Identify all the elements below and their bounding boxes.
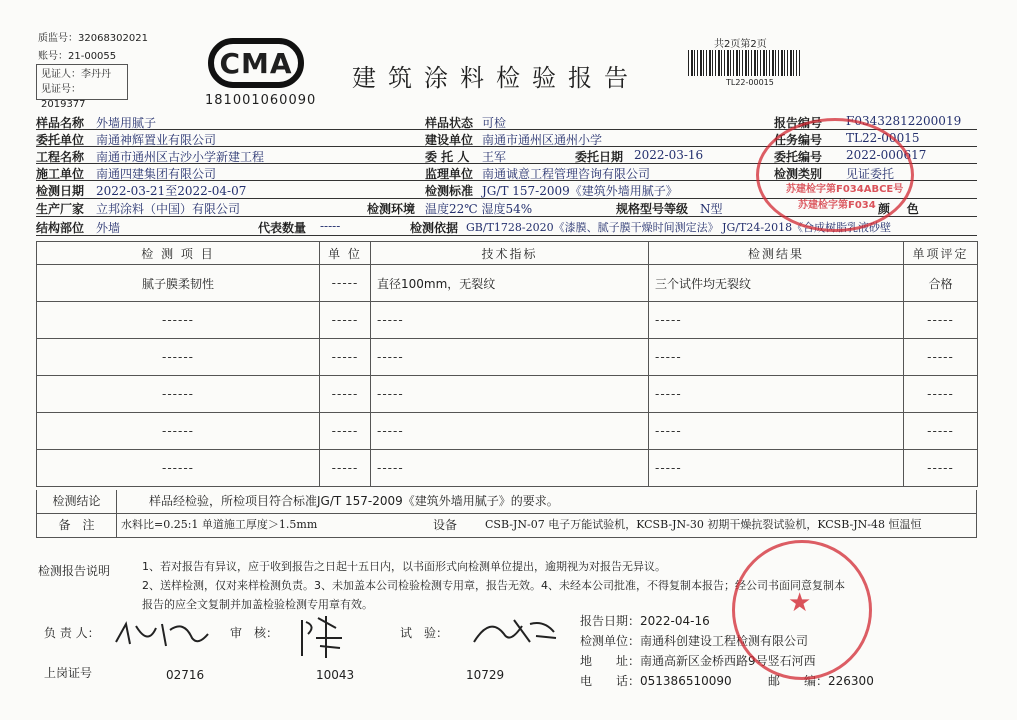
cell-result: ----- — [649, 339, 904, 376]
cell-spec: ----- — [371, 413, 649, 450]
cell-unit: ----- — [320, 302, 371, 339]
cell-spec: ----- — [371, 376, 649, 413]
basis-label: 检测依据 — [410, 221, 459, 235]
address-value: 南通高新区金桥西路9号竖石河西 — [640, 654, 816, 668]
test-date-label: 检测日期 — [36, 184, 85, 198]
quantity-value: ----- — [320, 219, 341, 233]
cma-logo: CMA — [208, 38, 304, 88]
sample-status-label: 样品状态 — [425, 116, 474, 130]
entrust-no-label: 委托编号 — [774, 150, 823, 164]
report-date-value: 2022-04-16 — [640, 614, 710, 628]
cell-judgement: ----- — [904, 302, 978, 339]
task-no-value: TL22-00015 — [846, 131, 920, 145]
postcode-value: 226300 — [828, 674, 874, 688]
cert-test: 10729 — [466, 668, 505, 682]
cell-judgement: ----- — [904, 450, 978, 487]
sample-name-value: 外墙用腻子 — [96, 116, 157, 130]
test-type-value: 见证委托 — [846, 167, 895, 181]
notes-line1: 1、若对报告有异议，应于收到报告之日起十五日内，以书面形式向检测单位提出，逾期视为对报告无异议。 — [142, 560, 666, 573]
structure-label: 结构部位 — [36, 221, 85, 235]
cell-judgement: 合格 — [904, 265, 978, 302]
cell-unit: ----- — [320, 376, 371, 413]
cell-result: 三个试件均无裂纹 — [649, 265, 904, 302]
phone — [580, 672, 732, 689]
account-label: 账号： — [38, 51, 68, 62]
page-info: 共2页第2页 — [714, 39, 767, 50]
test-unit-label: 检测单位： — [580, 634, 641, 648]
env-label: 检测环境 — [367, 202, 416, 216]
table-row — [37, 302, 978, 339]
top-stamp-text2: 苏建检字第F034 — [798, 200, 876, 211]
responsible-signature — [112, 616, 212, 658]
cell-unit: ----- — [320, 339, 371, 376]
phone-value: 051386510090 — [640, 674, 732, 688]
cell-unit: ----- — [320, 450, 371, 487]
standard-value: JG/T 157-2009《建筑外墙用腻子》 — [482, 184, 678, 198]
address-label: 地 址： — [580, 654, 641, 668]
color-label-2: 色 — [906, 202, 919, 216]
qa-number — [38, 29, 148, 44]
notes-label: 检测报告说明 — [38, 564, 111, 578]
barcode — [688, 50, 800, 76]
results-table — [36, 241, 978, 487]
client-label: 委托单位 — [36, 133, 85, 147]
supervision-value: 南通诚意工程管理咨询有限公司 — [482, 167, 651, 181]
entrust-date-label: 委托日期 — [575, 150, 624, 164]
table-row — [37, 413, 978, 450]
conclusion-text: 样品经检验，所检项目符合标准JG/T 157-2009《建筑外墙用腻子》的要求。 — [149, 494, 559, 508]
review-signature — [296, 612, 356, 668]
responsible-label: 负 责 人： — [44, 626, 100, 640]
report-no-label: 报告编号 — [774, 116, 823, 130]
equip-label: 设备 — [433, 518, 458, 532]
entrust-no-value: 2022-000617 — [846, 148, 927, 162]
cell-judgement: ----- — [904, 376, 978, 413]
cert-responsible: 02716 — [166, 668, 205, 682]
header-result: 检测结果 — [649, 242, 904, 265]
test-signature — [470, 612, 560, 658]
client-value: 南通神辉置业有限公司 — [96, 133, 217, 147]
report-no-value: F03432812200019 — [846, 114, 962, 128]
cell-judgement: ----- — [904, 339, 978, 376]
structure-value: 外墙 — [96, 221, 121, 235]
cert-review: 10043 — [316, 668, 355, 682]
phone-label: 电 话： — [580, 674, 641, 688]
account-number — [38, 47, 116, 62]
cma-number: 181001060090 — [205, 93, 317, 108]
env-value: 温度22℃ 湿度54% — [425, 202, 533, 216]
witness-box — [36, 64, 128, 110]
construction-label: 施工单位 — [36, 167, 85, 181]
cell-result: ----- — [649, 302, 904, 339]
postcode-label: 邮 编： — [768, 674, 829, 688]
cell-item: ------ — [37, 413, 320, 450]
spec-label: 规格型号等级 — [616, 202, 689, 216]
color-label-1: 颜 — [878, 202, 891, 216]
witness-value: 李丹丹 — [81, 69, 111, 80]
entrust-person-label: 委 托 人 — [425, 150, 470, 164]
sample-status-value: 可检 — [482, 116, 507, 130]
conclusion-row — [36, 490, 977, 514]
bottom-stamp-star: ★ — [788, 588, 812, 618]
table-header-row — [37, 242, 978, 265]
entrust-date-value: 2022-03-16 — [634, 148, 704, 162]
remark-label: 备 注 — [37, 514, 117, 537]
header-spec: 技术指标 — [371, 242, 649, 265]
build-unit-label: 建设单位 — [425, 133, 474, 147]
top-stamp — [756, 118, 914, 232]
project-value: 南通市通州区古沙小学新建工程 — [96, 150, 265, 164]
cell-item: ------ — [37, 450, 320, 487]
table-row — [37, 450, 978, 487]
cell-judgement: ----- — [904, 413, 978, 450]
report-date — [580, 612, 710, 629]
cell-unit: ----- — [320, 413, 371, 450]
qa-number-label: 质监号： — [38, 33, 78, 44]
manufacturer-label: 生产厂家 — [36, 202, 85, 216]
cell-spec: ----- — [371, 450, 649, 487]
witness-label: 见证人： — [41, 69, 81, 80]
header-judgement: 单项评定 — [904, 242, 978, 265]
supervision-label: 监理单位 — [425, 167, 474, 181]
standard-label: 检测标准 — [425, 184, 474, 198]
cell-result: ----- — [649, 450, 904, 487]
qa-number-value: 32068302021 — [78, 33, 148, 44]
build-unit-value: 南通市通州区通州小学 — [482, 133, 603, 147]
cell-item: ------ — [37, 302, 320, 339]
test-unit-value: 南通科创建设工程检测有限公司 — [640, 634, 809, 648]
report-date-label: 报告日期： — [580, 614, 641, 628]
manufacturer-value: 立邦涂料（中国）有限公司 — [96, 202, 241, 216]
witness-cert-value: 2019377 — [41, 99, 86, 110]
notes-line2: 2、送样检测，仅对来样检测负责。3、未加盖本公司检验检测专用章，报告无效。4、未经本公司批准，不得复制本报告；经公司书面同意复制本 — [142, 579, 845, 592]
cell-unit: ----- — [320, 265, 371, 302]
project-label: 工程名称 — [36, 150, 85, 164]
spec-value: N型 — [700, 202, 723, 216]
basis-value: GB/T1728-2020《漆膜、腻子膜干燥时间测定法》 JG/T24-2018《合成树脂乳液砂壁 — [466, 221, 892, 234]
table-row — [37, 376, 978, 413]
entrust-person-value: 王军 — [482, 150, 507, 164]
review-label: 审 核： — [230, 626, 279, 640]
cert-label: 上岗证号 — [44, 666, 93, 680]
table-row — [37, 265, 978, 302]
cell-item: 腻子膜柔韧性 — [37, 265, 320, 302]
notes-line3: 报告的应全文复制并加盖检验检测专用章有效。 — [142, 598, 373, 611]
cell-spec: 直径100mm，无裂纹 — [371, 265, 649, 302]
task-no-label: 任务编号 — [774, 133, 823, 147]
top-stamp-text1: 苏建检字第F034ABCE号 — [786, 184, 904, 195]
test-type-label: 检测类别 — [774, 167, 823, 181]
remark-row — [36, 514, 977, 538]
test-label: 试 验： — [400, 626, 449, 640]
table-row — [37, 339, 978, 376]
report-title: 建筑涂料检验报告 — [352, 64, 640, 92]
account-value: 21-00055 — [68, 51, 117, 62]
construction-value: 南通四建集团有限公司 — [96, 167, 217, 181]
barcode-text: TL22-00015 — [726, 78, 774, 87]
test-date-value: 2022-03-21至2022-04-07 — [96, 184, 247, 198]
cell-item: ------ — [37, 376, 320, 413]
cell-result: ----- — [649, 413, 904, 450]
header-item: 检 测 项 目 — [37, 242, 320, 265]
cell-item: ------ — [37, 339, 320, 376]
sample-name-label: 样品名称 — [36, 116, 85, 130]
conclusion-label: 检测结论 — [37, 490, 117, 513]
equip-text: CSB-JN-07 电子万能试验机，KCSB-JN-30 初期干燥抗裂试验机，KCSB-JN-48 恒温恒 — [485, 518, 922, 531]
remark-text: 水料比=0.25:1 单道施工厚度＞1.5mm — [121, 518, 318, 531]
cell-spec: ----- — [371, 302, 649, 339]
header-unit: 单 位 — [320, 242, 371, 265]
cell-result: ----- — [649, 376, 904, 413]
quantity-label: 代表数量 — [258, 221, 307, 235]
witness-cert-label: 见证号： — [41, 84, 81, 95]
cell-spec: ----- — [371, 339, 649, 376]
